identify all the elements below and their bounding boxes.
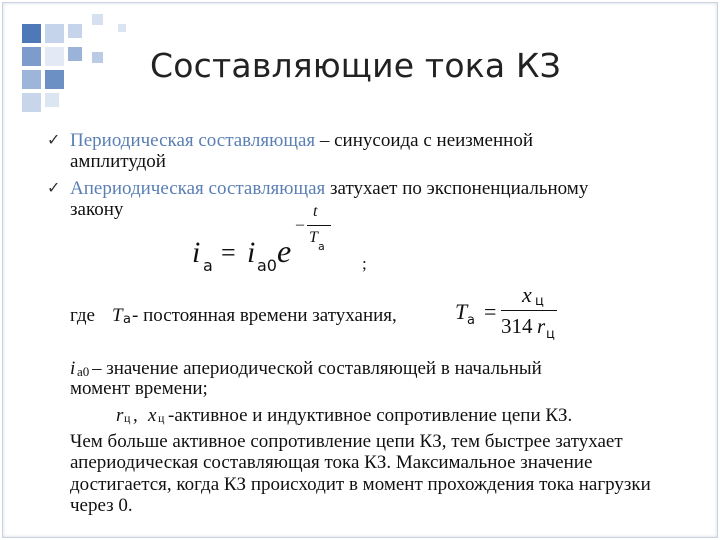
bullet-1-highlight: Периодическая составляющая bbox=[70, 130, 316, 151]
bullet-2-rest: затухает по экспоненциальному bbox=[325, 178, 589, 199]
fraction-bar bbox=[501, 310, 557, 311]
ia0-symbol: i bbox=[70, 358, 76, 379]
where-label: где bbox=[70, 305, 95, 326]
bullet-2-line-1 bbox=[70, 178, 588, 199]
time-constant-symbol: T bbox=[112, 305, 123, 326]
ia0-text-line-1: – значение апериодической составляющей в начальный bbox=[92, 358, 542, 379]
where-text: - постоянная времени затухания, bbox=[132, 305, 397, 326]
slide-title: Составляющие тока КЗ bbox=[150, 46, 561, 85]
checkmark-icon: ✓ bbox=[47, 130, 61, 149]
ia0-text-line-2: момент времени; bbox=[70, 378, 208, 399]
bullet-1-rest: – синусоида с неизменной bbox=[315, 130, 533, 151]
r-symbol: r bbox=[116, 405, 124, 426]
bullet-1-line-1 bbox=[70, 130, 533, 151]
x-symbol: x bbox=[148, 405, 157, 426]
conclusion-paragraph: Чем больше активное сопротивление цепи КЗ, тем быстрее затухает апериодическая составляющая тока КЗ. Максимальное значение достигается, когда КЗ происходит в момент прохождения тока нагрузки через 0. bbox=[70, 431, 651, 516]
fraction-bar bbox=[307, 225, 331, 226]
bullet-1-line-2: амплитудой bbox=[70, 151, 166, 172]
decorative-squares bbox=[0, 0, 140, 130]
checkmark-icon: ✓ bbox=[47, 178, 61, 197]
bullet-2-highlight: Апериодическая составляющая bbox=[70, 178, 326, 199]
bullet-2-line-2: закону bbox=[70, 199, 124, 220]
rx-text: -активное и индуктивное сопротивление цепи КЗ. bbox=[168, 405, 573, 426]
